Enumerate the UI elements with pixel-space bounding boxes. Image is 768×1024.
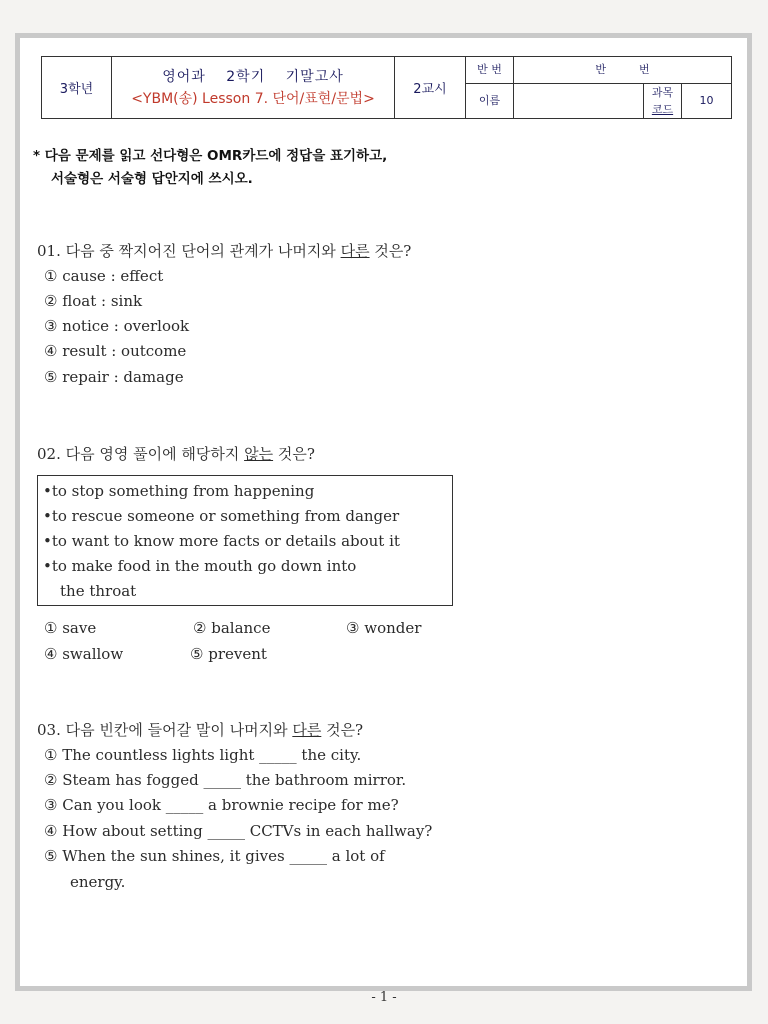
question-2-suffix: 것은? — [273, 445, 315, 463]
question-3-suffix: 것은? — [321, 721, 364, 739]
question-2-option-1[interactable] — [44, 619, 96, 637]
page-number: - 1 - — [371, 990, 397, 1005]
question-2-emphasis: 않는 — [244, 445, 274, 463]
name-label: 이름 — [466, 84, 514, 119]
question-3-option-2[interactable] — [44, 771, 406, 789]
option-number: ② — [44, 771, 58, 789]
option-text: repair : damage — [62, 368, 184, 386]
subject-code-label-2: 코드 — [651, 103, 674, 116]
option-number: ① — [44, 267, 58, 285]
option-text: float : sink — [62, 292, 143, 310]
option-text: How about setting _____ CCTVs in each hallway? — [62, 822, 433, 840]
option-text: Can you look _____ a brownie recipe for me? — [62, 796, 399, 814]
question-3-heading — [37, 719, 363, 740]
instruction-line-1: * 다음 문제를 읽고 선다형은 OMR카드에 정답을 표기하고, — [33, 148, 388, 164]
definitions-box — [37, 475, 453, 606]
option-text: The countless lights light _____ the city. — [62, 746, 362, 764]
question-2-heading — [37, 443, 315, 464]
definition-4: •to make food in the mouth go down into — [43, 557, 357, 575]
question-1-emphasis: 다른 — [340, 242, 370, 260]
option-number: ⑤ — [44, 847, 58, 865]
question-2-prefix: 02. 다음 영영 풀이에 해당하지 — [37, 445, 245, 463]
definition-4-continued: the throat — [60, 582, 137, 600]
subject-code-value: 10 — [682, 84, 732, 119]
question-1-prefix: 01. 다음 중 짝지어진 단어의 관계가 나머지와 — [37, 242, 341, 260]
question-1-option-5[interactable] — [44, 368, 184, 386]
question-3-option-5-continued: energy. — [70, 873, 126, 891]
option-number: ⑤ — [44, 368, 58, 386]
name-field[interactable] — [514, 84, 644, 119]
question-1-option-1[interactable] — [44, 267, 163, 285]
question-3-emphasis: 다른 — [292, 721, 322, 739]
question-1-heading — [37, 240, 411, 261]
option-text: balance — [211, 619, 271, 637]
option-number: ① — [44, 619, 58, 637]
question-2-option-2[interactable] — [193, 619, 270, 637]
exam-header-table — [41, 56, 732, 119]
class-number-label: 반 번 — [466, 57, 514, 84]
option-text: result : outcome — [62, 342, 187, 360]
option-text: cause : effect — [62, 267, 164, 285]
question-1-option-2[interactable] — [44, 292, 142, 310]
class-number-field[interactable]: 반 번 — [514, 57, 732, 84]
question-3-option-5[interactable] — [44, 847, 385, 865]
option-number: ④ — [44, 822, 58, 840]
option-number: ④ — [44, 342, 58, 360]
grade-cell: 3학년 — [42, 57, 112, 119]
question-2-option-5[interactable] — [190, 645, 267, 663]
option-number: ③ — [346, 619, 360, 637]
exam-subtitle: <YBM(송) Lesson 7. 단어/표현/문법> — [131, 90, 375, 107]
subject-code-label-1: 과목 — [651, 86, 674, 99]
option-text: When the sun shines, it gives _____ a lot of — [62, 847, 385, 865]
option-number: ④ — [44, 645, 58, 663]
definition-2: •to rescue someone or something from danger — [43, 507, 400, 525]
question-2-option-3[interactable] — [346, 619, 421, 637]
option-text: prevent — [208, 645, 267, 663]
option-number: ② — [193, 619, 207, 637]
question-1-option-3[interactable] — [44, 317, 189, 335]
instruction-line-2: 서술형은 서술형 답안지에 쓰시오. — [51, 171, 253, 187]
subject-code-label — [644, 84, 682, 119]
option-number: ③ — [44, 796, 58, 814]
option-text: wonder — [364, 619, 422, 637]
period-cell: 2교시 — [395, 57, 466, 119]
question-3-option-4[interactable] — [44, 822, 432, 840]
question-1-suffix: 것은? — [369, 242, 412, 260]
option-number: ② — [44, 292, 58, 310]
option-text: Steam has fogged _____ the bathroom mirror. — [62, 771, 407, 789]
exam-title: 영어과 2학기 기말고사 — [162, 68, 344, 85]
option-text: swallow — [62, 645, 124, 663]
option-text: save — [62, 619, 97, 637]
option-text: notice : overlook — [62, 317, 190, 335]
option-number: ⑤ — [190, 645, 204, 663]
definition-1: •to stop something from happening — [43, 482, 315, 500]
question-2-option-4[interactable] — [44, 645, 123, 663]
question-1-option-4[interactable] — [44, 342, 186, 360]
question-3-option-1[interactable] — [44, 746, 361, 764]
question-3-prefix: 03. 다음 빈칸에 들어갈 말이 나머지와 — [37, 721, 293, 739]
exam-title-cell — [112, 57, 395, 119]
option-number: ① — [44, 746, 58, 764]
question-3-option-3[interactable] — [44, 796, 399, 814]
definition-3: •to want to know more facts or details about it — [43, 532, 400, 550]
option-number: ③ — [44, 317, 58, 335]
